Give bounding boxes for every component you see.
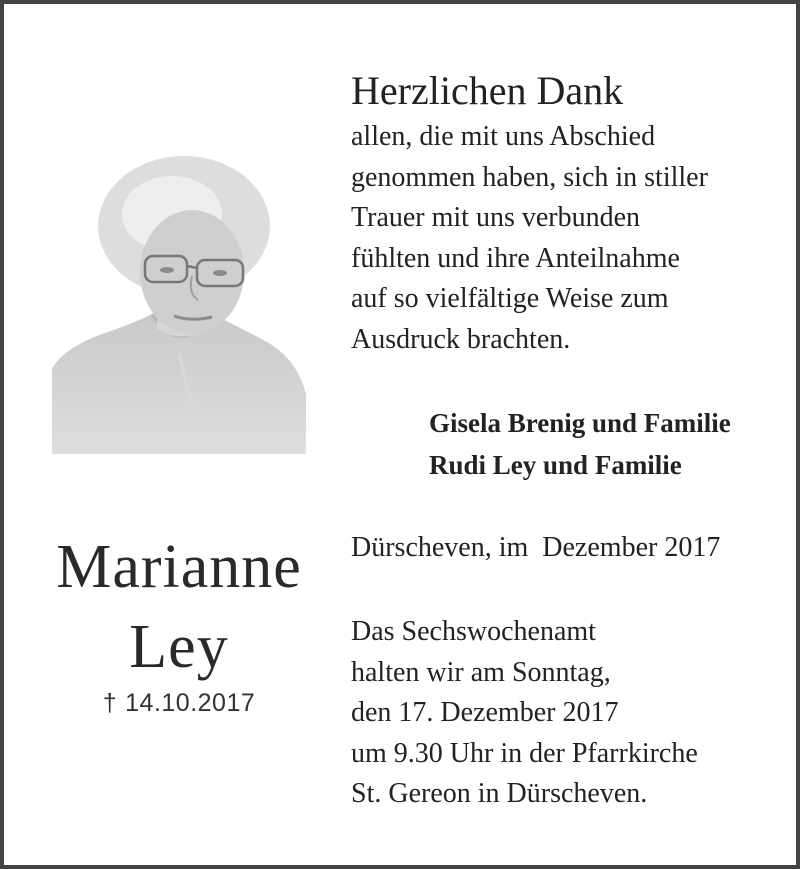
signer-name: Rudi Ley und Familie	[429, 450, 682, 480]
service-line: St. Gereon in Dürscheven.	[351, 778, 648, 809]
thanks-line: genommen haben, sich in stiller	[351, 161, 708, 193]
thanks-line: fühlten und ihre Anteilnahme	[351, 242, 680, 274]
service-line: um 9.30 Uhr in der Pfarrkirche	[351, 737, 698, 769]
service-info	[351, 612, 698, 815]
cross-icon: †	[102, 689, 118, 717]
death-date: 14.10.2017	[125, 689, 256, 717]
deceased-first-name: Marianne	[56, 533, 302, 601]
thanks-line: auf so vielfältige Weise zum	[351, 283, 669, 314]
dateline	[351, 528, 720, 569]
portrait-photo	[52, 154, 306, 454]
signers	[429, 402, 731, 486]
dateline-text: Dürscheven, im Dezember 2017	[351, 532, 721, 563]
thanks-heading: Herzlichen Dank	[351, 68, 624, 113]
thanks-line: allen, die mit uns Abschied	[351, 121, 656, 152]
service-line: Das Sechswochenamt	[351, 616, 596, 647]
portrait-image	[52, 154, 306, 454]
thanks-line: Ausdruck brachten.	[351, 323, 571, 355]
signer-name: Gisela Brenig und Familie	[429, 408, 731, 438]
service-line: halten wir am Sonntag,	[351, 656, 611, 688]
death-date-line	[24, 689, 334, 718]
thanks-line: Trauer mit uns verbunden	[351, 202, 641, 233]
deceased-last-name: Ley	[129, 613, 229, 681]
thanks-text	[351, 117, 708, 360]
service-line: den 17. Dezember 2017	[351, 697, 619, 728]
